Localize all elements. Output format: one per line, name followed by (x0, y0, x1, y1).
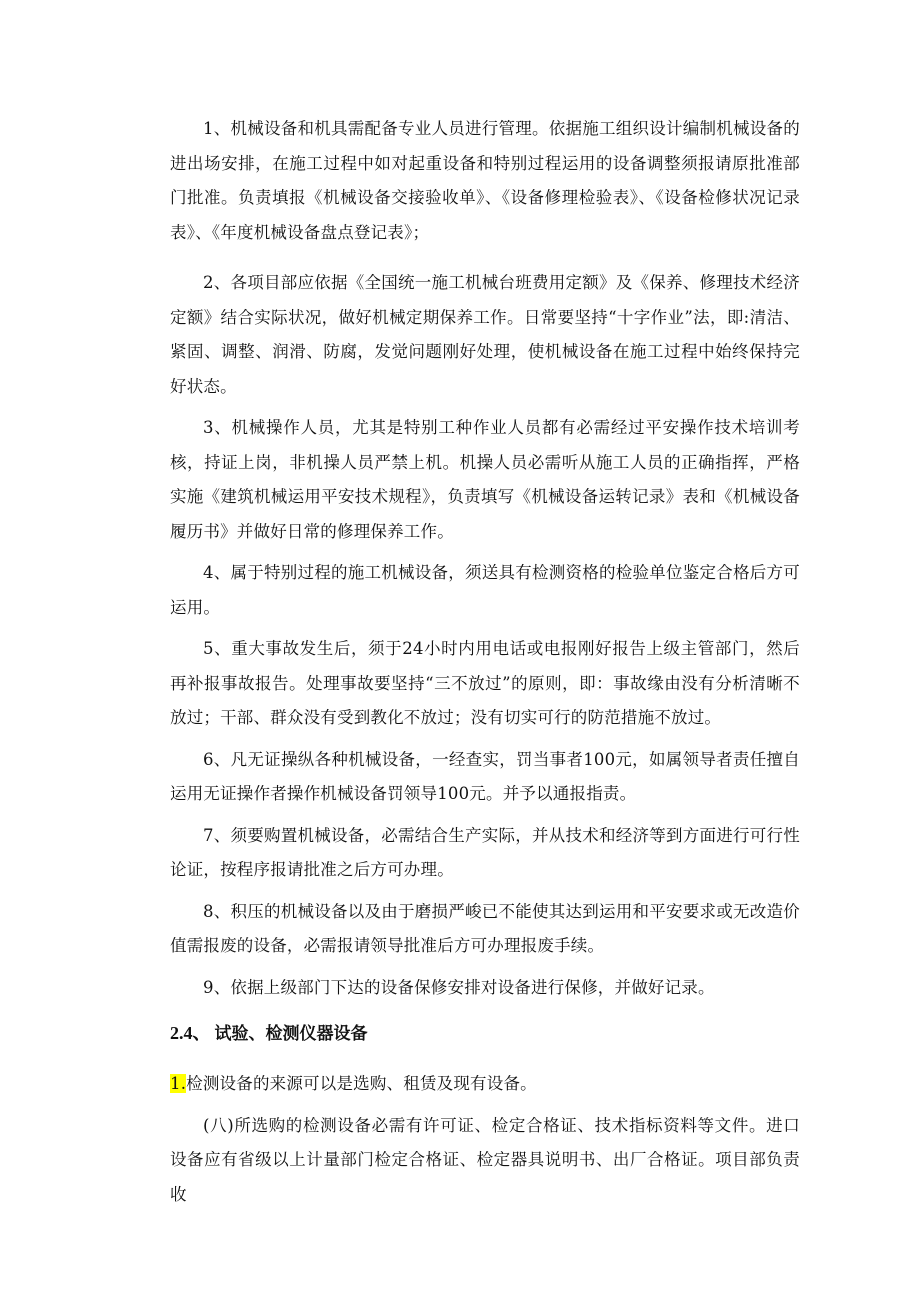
paragraph-4: 4、属于特别过程的施工机械设备，须送具有检测资格的检验单位鉴定合格后方可运用。 (170, 563, 800, 617)
list-item-1-text: 检测设备的来源可以是选购、租赁及现有设备。 (186, 1074, 537, 1093)
paragraph-9: 9、依据上级部门下达的设备保修安排对设备进行保修，并做好记录。 (203, 977, 715, 997)
section-heading (170, 1016, 800, 1051)
paragraph-7: 7、须要购置机械设备，必需结合生产实际，并从技术和经济等到方面进行可行性论证，按程序报请批准之后方可办理。 (170, 825, 800, 879)
paragraph-1: 1、机械设备和机具需配备专业人员进行管理。依据施工组织设计编制机械设备的进出场安排，在施工过程中如对起重设备和特别过程运用的设备调整须报请原批准部门批准。负责填报《机械设备交接验收单》、《设备修理检验表》、《设备检修状况记录表》、《年度机械设备盘点登记表》； (170, 119, 800, 242)
paragraph-5: 5、重大事故发生后，须于24小时内用电话或电报刚好报告上级主管部门，然后再补报事故报告。处理事故要坚持“三不放过”的原则，即：事故缘由没有分析清晰不放过；干部、群众没有受到教化不放过；没有切实可行的防范措施不放过。 (170, 639, 800, 727)
section-number: 2.4、 (170, 1023, 211, 1043)
paragraph-3: 3、机械操作人员，尤其是特别工种作业人员都有必需经过平安操作技术培训考核，持证上岗，非机操人员严禁上机。机操人员必需听从施工人员的正确指挥，严格实施《建筑机械运用平安技术规程》，负责填写《机械设备运转记录》表和《机械设备履历书》并做好日常的修理保养工作。 (170, 418, 800, 541)
paragraph-8: 8、积压的机械设备以及由于磨损严峻已不能使其达到运用和平安要求或无改造价值需报废的设备，必需报请领导批准后方可办理报废手续。 (170, 901, 800, 955)
list-item-1 (170, 1067, 800, 1102)
paragraph-6: 6、凡无证操纵各种机械设备，一经查实，罚当事者100元，如属领导者责任擅自运用无证操作者操作机械设备罚领导100元。并予以通报指责。 (170, 749, 800, 803)
paragraph-item-8: (八)所选购的检测设备必需有许可证、检定合格证、技术指标资料等文件。进口设备应有省级以上计量部门检定合格证、检定器具说明书、出厂合格证。项目部负责收 (170, 1115, 800, 1204)
paragraph-2: 2、各项目部应依据《全国统一施工机械台班费用定额》及《保养、修理技术经济定额》结合实际状况，做好机械定期保养工作。日常要坚持“十字作业”法，即:清洁、紧固、调整、润滑、防腐，发觉问题刚好处理，使机械设备在施工过程中始终保持完好状态。 (170, 273, 800, 396)
highlighted-marker: 1. (170, 1074, 187, 1093)
section-title: 试验、检测仪器设备 (214, 1024, 368, 1044)
